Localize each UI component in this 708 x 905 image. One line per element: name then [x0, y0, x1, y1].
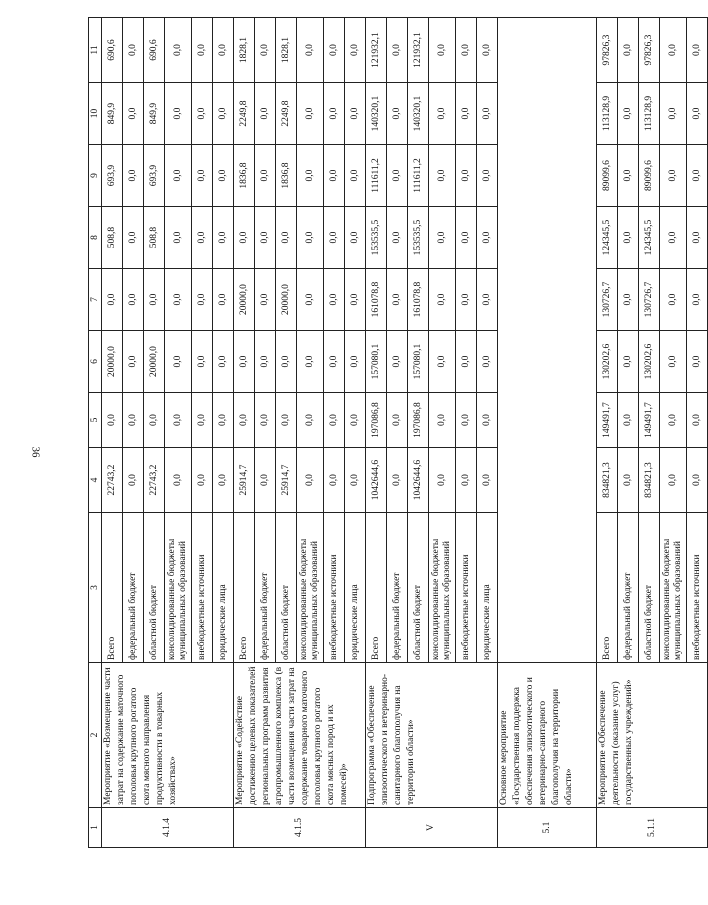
value-cell: 124345,5: [597, 207, 618, 269]
value-cell: 0,0: [429, 269, 456, 331]
value-cell: 0,0: [324, 145, 345, 207]
value-cell: 140320,1: [408, 83, 429, 145]
value-cell: 0,0: [213, 269, 234, 331]
funding-source: областной бюджет: [408, 513, 429, 663]
value-cell: 0,0: [213, 331, 234, 393]
column-number: 11: [89, 18, 102, 83]
value-cell: 130726,7: [639, 269, 660, 331]
funding-source: Всего: [366, 513, 387, 663]
value-cell: 0,0: [144, 269, 165, 331]
table-row: [234, 18, 255, 848]
value-cell: 0,0: [477, 18, 498, 83]
value-cell: 0,0: [123, 331, 144, 393]
value-cell: 0,0: [297, 331, 324, 393]
value-cell: 0,0: [618, 448, 639, 513]
value-cell: 0,0: [429, 393, 456, 448]
column-number-header: [89, 18, 102, 848]
table-row: [498, 18, 597, 848]
value-cell: 22743,2: [102, 448, 123, 513]
value-cell: 153535,5: [408, 207, 429, 269]
value-cell: 0,0: [618, 145, 639, 207]
value-cell: 0,0: [477, 145, 498, 207]
value-cell: 0,0: [618, 393, 639, 448]
value-cell: 140320,1: [366, 83, 387, 145]
value-cell: 0,0: [165, 331, 192, 393]
value-cell: 0,0: [660, 83, 687, 145]
value-cell: 20000,0: [102, 331, 123, 393]
value-cell: 111611,2: [408, 145, 429, 207]
value-cell: 0,0: [192, 393, 213, 448]
value-cell: 0,0: [456, 269, 477, 331]
value-cell: 1042644,6: [366, 448, 387, 513]
funding-source: федеральный бюджет: [255, 513, 276, 663]
value-cell: 0,0: [192, 83, 213, 145]
value-cell: 508,8: [144, 207, 165, 269]
row-name: Основное мероприятие «Государственная поддержка обеспечения эпизоотического и ветеринарно-санитарного благополучия на территории области»: [498, 663, 597, 808]
value-cell: 89099,6: [639, 145, 660, 207]
value-cell: 2249,8: [234, 83, 255, 145]
funding-source: консолидированные бюджеты муниципальных образований: [297, 513, 324, 663]
value-cell: 0,0: [345, 207, 366, 269]
value-cell: 0,0: [276, 207, 297, 269]
value-cell: 0,0: [456, 448, 477, 513]
funding-source: внебюджетные источники: [456, 513, 477, 663]
funding-source: Всего: [597, 513, 618, 663]
value-cell: 0,0: [660, 448, 687, 513]
value-cell: 0,0: [660, 18, 687, 83]
row-name: Мероприятие «Содействие достижению целевых показателей региональных программ развития агропромышленного комплекса (в части возмещения части затрат на содержание товарного маточного поголовья крупного рогатого скота мясных пород и их помесей)»: [234, 663, 366, 808]
value-cell: 124345,5: [639, 207, 660, 269]
value-cell: 0,0: [387, 393, 408, 448]
value-cell: 149491,7: [639, 393, 660, 448]
value-cell: 0,0: [102, 393, 123, 448]
funding-source: федеральный бюджет: [618, 513, 639, 663]
row-code: 5.1.1: [597, 808, 708, 848]
value-cell: 0,0: [456, 331, 477, 393]
value-cell: 0,0: [192, 18, 213, 83]
value-cell: 1042644,6: [408, 448, 429, 513]
value-cell: 0,0: [324, 448, 345, 513]
value-cell: 0,0: [324, 331, 345, 393]
column-number: 3: [89, 513, 102, 663]
value-cell: 693,9: [144, 145, 165, 207]
value-cell: 0,0: [429, 18, 456, 83]
value-cell: 0,0: [429, 145, 456, 207]
funding-source: юридические лица: [213, 513, 234, 663]
value-cell: 0,0: [213, 83, 234, 145]
funding-source: Всего: [102, 513, 123, 663]
funding-source: консолидированные бюджеты муниципальных образований: [660, 513, 687, 663]
value-cell: 0,0: [213, 448, 234, 513]
value-cell: 121932,1: [408, 18, 429, 83]
column-number: 2: [89, 663, 102, 808]
value-cell: 0,0: [297, 207, 324, 269]
value-cell: 0,0: [660, 393, 687, 448]
value-cell: 834821,3: [597, 448, 618, 513]
value-cell: 0,0: [687, 18, 708, 83]
value-cell: 0,0: [618, 83, 639, 145]
value-cell: 0,0: [297, 83, 324, 145]
value-cell: 0,0: [255, 207, 276, 269]
value-cell: 0,0: [192, 207, 213, 269]
value-cell: 0,0: [477, 331, 498, 393]
value-cell: 0,0: [618, 207, 639, 269]
value-cell: 0,0: [687, 207, 708, 269]
value-cell: 20000,0: [276, 269, 297, 331]
value-cell: 0,0: [429, 207, 456, 269]
value-cell: 0,0: [687, 83, 708, 145]
row-name: Мероприятие «Обеспечение деятельности (оказание услуг) государственных учреждений»: [597, 663, 708, 808]
value-cell: 0,0: [456, 18, 477, 83]
value-cell: 0,0: [192, 269, 213, 331]
funding-source: Всего: [234, 513, 255, 663]
value-cell: 0,0: [123, 83, 144, 145]
value-cell: 0,0: [345, 269, 366, 331]
value-cell: 22743,2: [144, 448, 165, 513]
column-number: 9: [89, 145, 102, 207]
funding-source: внебюджетные источники: [687, 513, 708, 663]
value-cell: 0,0: [345, 83, 366, 145]
empty-cell: [498, 18, 597, 663]
value-cell: 0,0: [387, 448, 408, 513]
value-cell: 1836,8: [234, 145, 255, 207]
value-cell: 0,0: [255, 18, 276, 83]
value-cell: 0,0: [255, 269, 276, 331]
value-cell: 0,0: [324, 269, 345, 331]
value-cell: 0,0: [165, 145, 192, 207]
value-cell: 0,0: [456, 207, 477, 269]
value-cell: 0,0: [345, 393, 366, 448]
value-cell: 0,0: [387, 207, 408, 269]
column-number: 4: [89, 448, 102, 513]
value-cell: 0,0: [123, 269, 144, 331]
value-cell: 1828,1: [276, 18, 297, 83]
funding-source: внебюджетные источники: [324, 513, 345, 663]
value-cell: 2249,8: [276, 83, 297, 145]
value-cell: 0,0: [255, 448, 276, 513]
page-number: 36: [29, 446, 42, 458]
value-cell: 0,0: [234, 393, 255, 448]
value-cell: 0,0: [123, 393, 144, 448]
value-cell: 0,0: [324, 83, 345, 145]
column-number: 5: [89, 393, 102, 448]
value-cell: 0,0: [213, 207, 234, 269]
value-cell: 849,9: [144, 83, 165, 145]
value-cell: 0,0: [456, 83, 477, 145]
value-cell: 25914,7: [234, 448, 255, 513]
value-cell: 0,0: [324, 18, 345, 83]
funding-source: юридические лица: [345, 513, 366, 663]
value-cell: 0,0: [255, 83, 276, 145]
value-cell: 0,0: [477, 207, 498, 269]
value-cell: 130726,7: [597, 269, 618, 331]
value-cell: 693,9: [102, 145, 123, 207]
value-cell: 161078,8: [408, 269, 429, 331]
value-cell: 0,0: [276, 331, 297, 393]
column-number: 7: [89, 269, 102, 331]
value-cell: 0,0: [297, 145, 324, 207]
value-cell: 0,0: [660, 331, 687, 393]
row-code: 4.1.4: [102, 808, 234, 848]
value-cell: 0,0: [387, 331, 408, 393]
value-cell: 0,0: [429, 331, 456, 393]
value-cell: 0,0: [618, 331, 639, 393]
value-cell: 0,0: [324, 207, 345, 269]
value-cell: 130202,6: [597, 331, 618, 393]
value-cell: 0,0: [477, 83, 498, 145]
value-cell: 0,0: [429, 83, 456, 145]
column-number: 10: [89, 83, 102, 145]
value-cell: 1836,8: [276, 145, 297, 207]
value-cell: 0,0: [387, 145, 408, 207]
value-cell: 0,0: [276, 393, 297, 448]
value-cell: 0,0: [345, 145, 366, 207]
value-cell: 111611,2: [366, 145, 387, 207]
value-cell: 0,0: [234, 331, 255, 393]
value-cell: 0,0: [192, 331, 213, 393]
value-cell: 0,0: [345, 331, 366, 393]
value-cell: 1828,1: [234, 18, 255, 83]
value-cell: 0,0: [456, 393, 477, 448]
row-code: 4.1.5: [234, 808, 366, 848]
value-cell: 161078,8: [366, 269, 387, 331]
table-row: [102, 18, 123, 848]
value-cell: 0,0: [687, 448, 708, 513]
value-cell: 508,8: [102, 207, 123, 269]
value-cell: 0,0: [213, 18, 234, 83]
value-cell: 0,0: [192, 448, 213, 513]
value-cell: 0,0: [213, 393, 234, 448]
funding-source: консолидированные бюджеты муниципальных образований: [429, 513, 456, 663]
value-cell: 0,0: [192, 145, 213, 207]
funding-source: внебюджетные источники: [192, 513, 213, 663]
value-cell: 0,0: [165, 448, 192, 513]
row-code: 5.1: [498, 808, 597, 848]
value-cell: 0,0: [477, 269, 498, 331]
value-cell: 690,6: [144, 18, 165, 83]
value-cell: 0,0: [429, 448, 456, 513]
value-cell: 197086,8: [408, 393, 429, 448]
funding-source: областной бюджет: [144, 513, 165, 663]
value-cell: 97826,3: [597, 18, 618, 83]
funding-source: консолидированные бюджеты муниципальных образований: [165, 513, 192, 663]
value-cell: 0,0: [456, 145, 477, 207]
value-cell: 153535,5: [366, 207, 387, 269]
rotated-table-container: [88, 18, 702, 848]
value-cell: 0,0: [144, 393, 165, 448]
value-cell: 149491,7: [597, 393, 618, 448]
table-row: [366, 18, 387, 848]
value-cell: 197086,8: [366, 393, 387, 448]
value-cell: 0,0: [165, 207, 192, 269]
value-cell: 0,0: [255, 393, 276, 448]
funding-source: областной бюджет: [276, 513, 297, 663]
value-cell: 849,9: [102, 83, 123, 145]
column-number: 6: [89, 331, 102, 393]
value-cell: 0,0: [660, 145, 687, 207]
value-cell: 121932,1: [366, 18, 387, 83]
value-cell: 0,0: [618, 18, 639, 83]
value-cell: 0,0: [165, 83, 192, 145]
value-cell: 0,0: [687, 145, 708, 207]
column-number: 1: [89, 808, 102, 848]
funding-source: юридические лица: [477, 513, 498, 663]
value-cell: 25914,7: [276, 448, 297, 513]
value-cell: 0,0: [297, 448, 324, 513]
value-cell: 0,0: [165, 18, 192, 83]
funding-source: областной бюджет: [639, 513, 660, 663]
value-cell: 0,0: [387, 83, 408, 145]
value-cell: 0,0: [687, 269, 708, 331]
column-number: 8: [89, 207, 102, 269]
value-cell: 0,0: [165, 393, 192, 448]
value-cell: 0,0: [345, 18, 366, 83]
value-cell: 113128,9: [597, 83, 618, 145]
row-code: V: [366, 808, 498, 848]
value-cell: 0,0: [102, 269, 123, 331]
value-cell: 0,0: [297, 269, 324, 331]
value-cell: 0,0: [213, 145, 234, 207]
value-cell: 0,0: [255, 331, 276, 393]
row-name: Подпрограмма «Обеспечение эпизоотического и ветеринарно-санитарного благополучия на территории области»: [366, 663, 498, 808]
funding-source: федеральный бюджет: [123, 513, 144, 663]
value-cell: 0,0: [234, 207, 255, 269]
value-cell: 0,0: [123, 145, 144, 207]
value-cell: 0,0: [687, 393, 708, 448]
value-cell: 0,0: [255, 145, 276, 207]
value-cell: 0,0: [123, 448, 144, 513]
value-cell: 97826,3: [639, 18, 660, 83]
value-cell: 89099,6: [597, 145, 618, 207]
value-cell: 0,0: [165, 269, 192, 331]
value-cell: 0,0: [324, 393, 345, 448]
value-cell: 0,0: [297, 18, 324, 83]
value-cell: 0,0: [387, 18, 408, 83]
value-cell: 130202,6: [639, 331, 660, 393]
value-cell: 0,0: [345, 448, 366, 513]
value-cell: 0,0: [477, 393, 498, 448]
value-cell: 690,6: [102, 18, 123, 83]
value-cell: 20000,0: [144, 331, 165, 393]
value-cell: 0,0: [477, 448, 498, 513]
row-name: Мероприятие «Возмещение части затрат на содержание маточного поголовья крупного рогатого скота мясного направления продуктивности в товарных хозяйствах»: [102, 663, 234, 808]
value-cell: 0,0: [660, 269, 687, 331]
value-cell: 113128,9: [639, 83, 660, 145]
funding-source: федеральный бюджет: [387, 513, 408, 663]
value-cell: 0,0: [387, 269, 408, 331]
value-cell: 0,0: [123, 18, 144, 83]
value-cell: 0,0: [123, 207, 144, 269]
value-cell: 20000,0: [234, 269, 255, 331]
table-row: [597, 18, 618, 848]
value-cell: 0,0: [687, 331, 708, 393]
value-cell: 834821,3: [639, 448, 660, 513]
value-cell: 0,0: [618, 269, 639, 331]
value-cell: 157080,1: [366, 331, 387, 393]
value-cell: 0,0: [660, 207, 687, 269]
funding-table: [88, 17, 708, 848]
value-cell: 157080,1: [408, 331, 429, 393]
value-cell: 0,0: [297, 393, 324, 448]
